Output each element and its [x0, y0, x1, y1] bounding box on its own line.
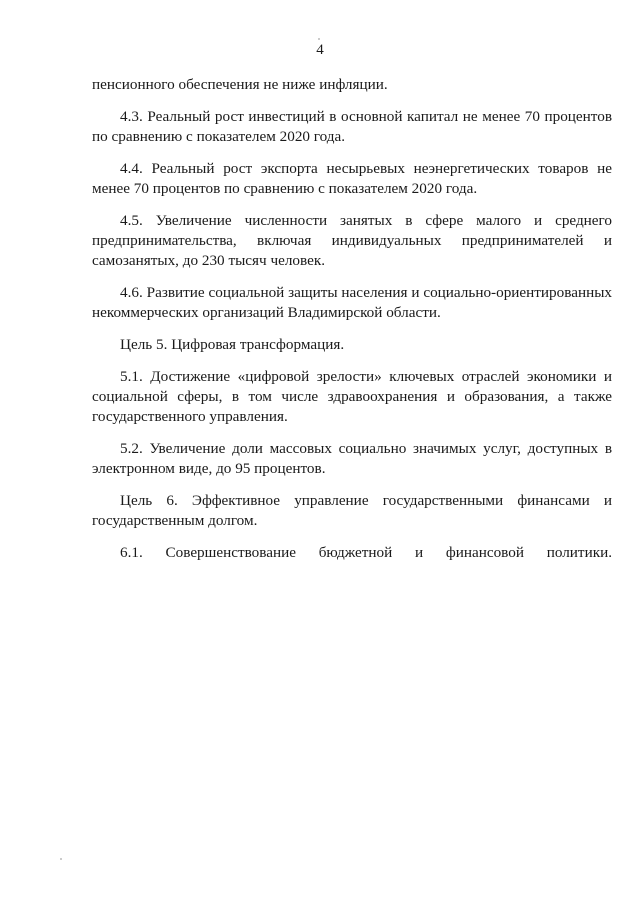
page-number: 4: [316, 42, 324, 58]
paragraph-4-3: 4.3. Реальный рост инвестиций в основной капитал не менее 70 процентов по сравнению с показателем 2020 года.: [92, 108, 612, 145]
scan-artifact: [60, 858, 62, 860]
paragraph-6-1-word: 6.1.: [120, 544, 143, 561]
paragraph-6-1-word: и: [415, 544, 424, 561]
heading-goal-6: Цель 6. Эффективное управление государственными финансами и государственным долгом.: [92, 492, 612, 529]
paragraph-4-5: 4.5. Увеличение численности занятых в сфере малого и среднего предпринимательства, включая индивидуальных предпринимателей и самозанятых, до 230 тысяч человек.: [92, 212, 612, 269]
scan-artifact: [318, 38, 320, 40]
paragraph-6-1-word: политики.: [546, 544, 612, 561]
paragraph-5-2: 5.2. Увеличение доли массовых социально значимых услуг, доступных в электронном виде, до 95 процентов.: [92, 440, 612, 477]
paragraph-6-1-word: Совершенствование: [165, 544, 296, 561]
paragraph-5-1: 5.1. Достижение «цифровой зрелости» ключевых отраслей экономики и социальной сферы, в том числе здравоохранения и образования, а также государственного управления.: [92, 368, 612, 425]
heading-goal-5: Цель 5. Цифровая трансформация.: [120, 336, 345, 353]
paragraph-6-1: [92, 543, 612, 563]
paragraph-6-1-word: финансовой: [445, 544, 524, 561]
paragraph-6-1-word: бюджетной: [318, 544, 393, 561]
paragraph-continuation: пенсионного обеспечения не ниже инфляции.: [92, 76, 388, 93]
document-body: [92, 75, 612, 563]
paragraph-4-4: 4.4. Реальный рост экспорта несырьевых неэнергетических товаров не менее 70 процентов по сравнению с показателем 2020 года.: [92, 160, 612, 197]
paragraph-4-6: 4.6. Развитие социальной защиты населения и социально-ориентированных некоммерческих организаций Владимирской области.: [92, 284, 612, 321]
